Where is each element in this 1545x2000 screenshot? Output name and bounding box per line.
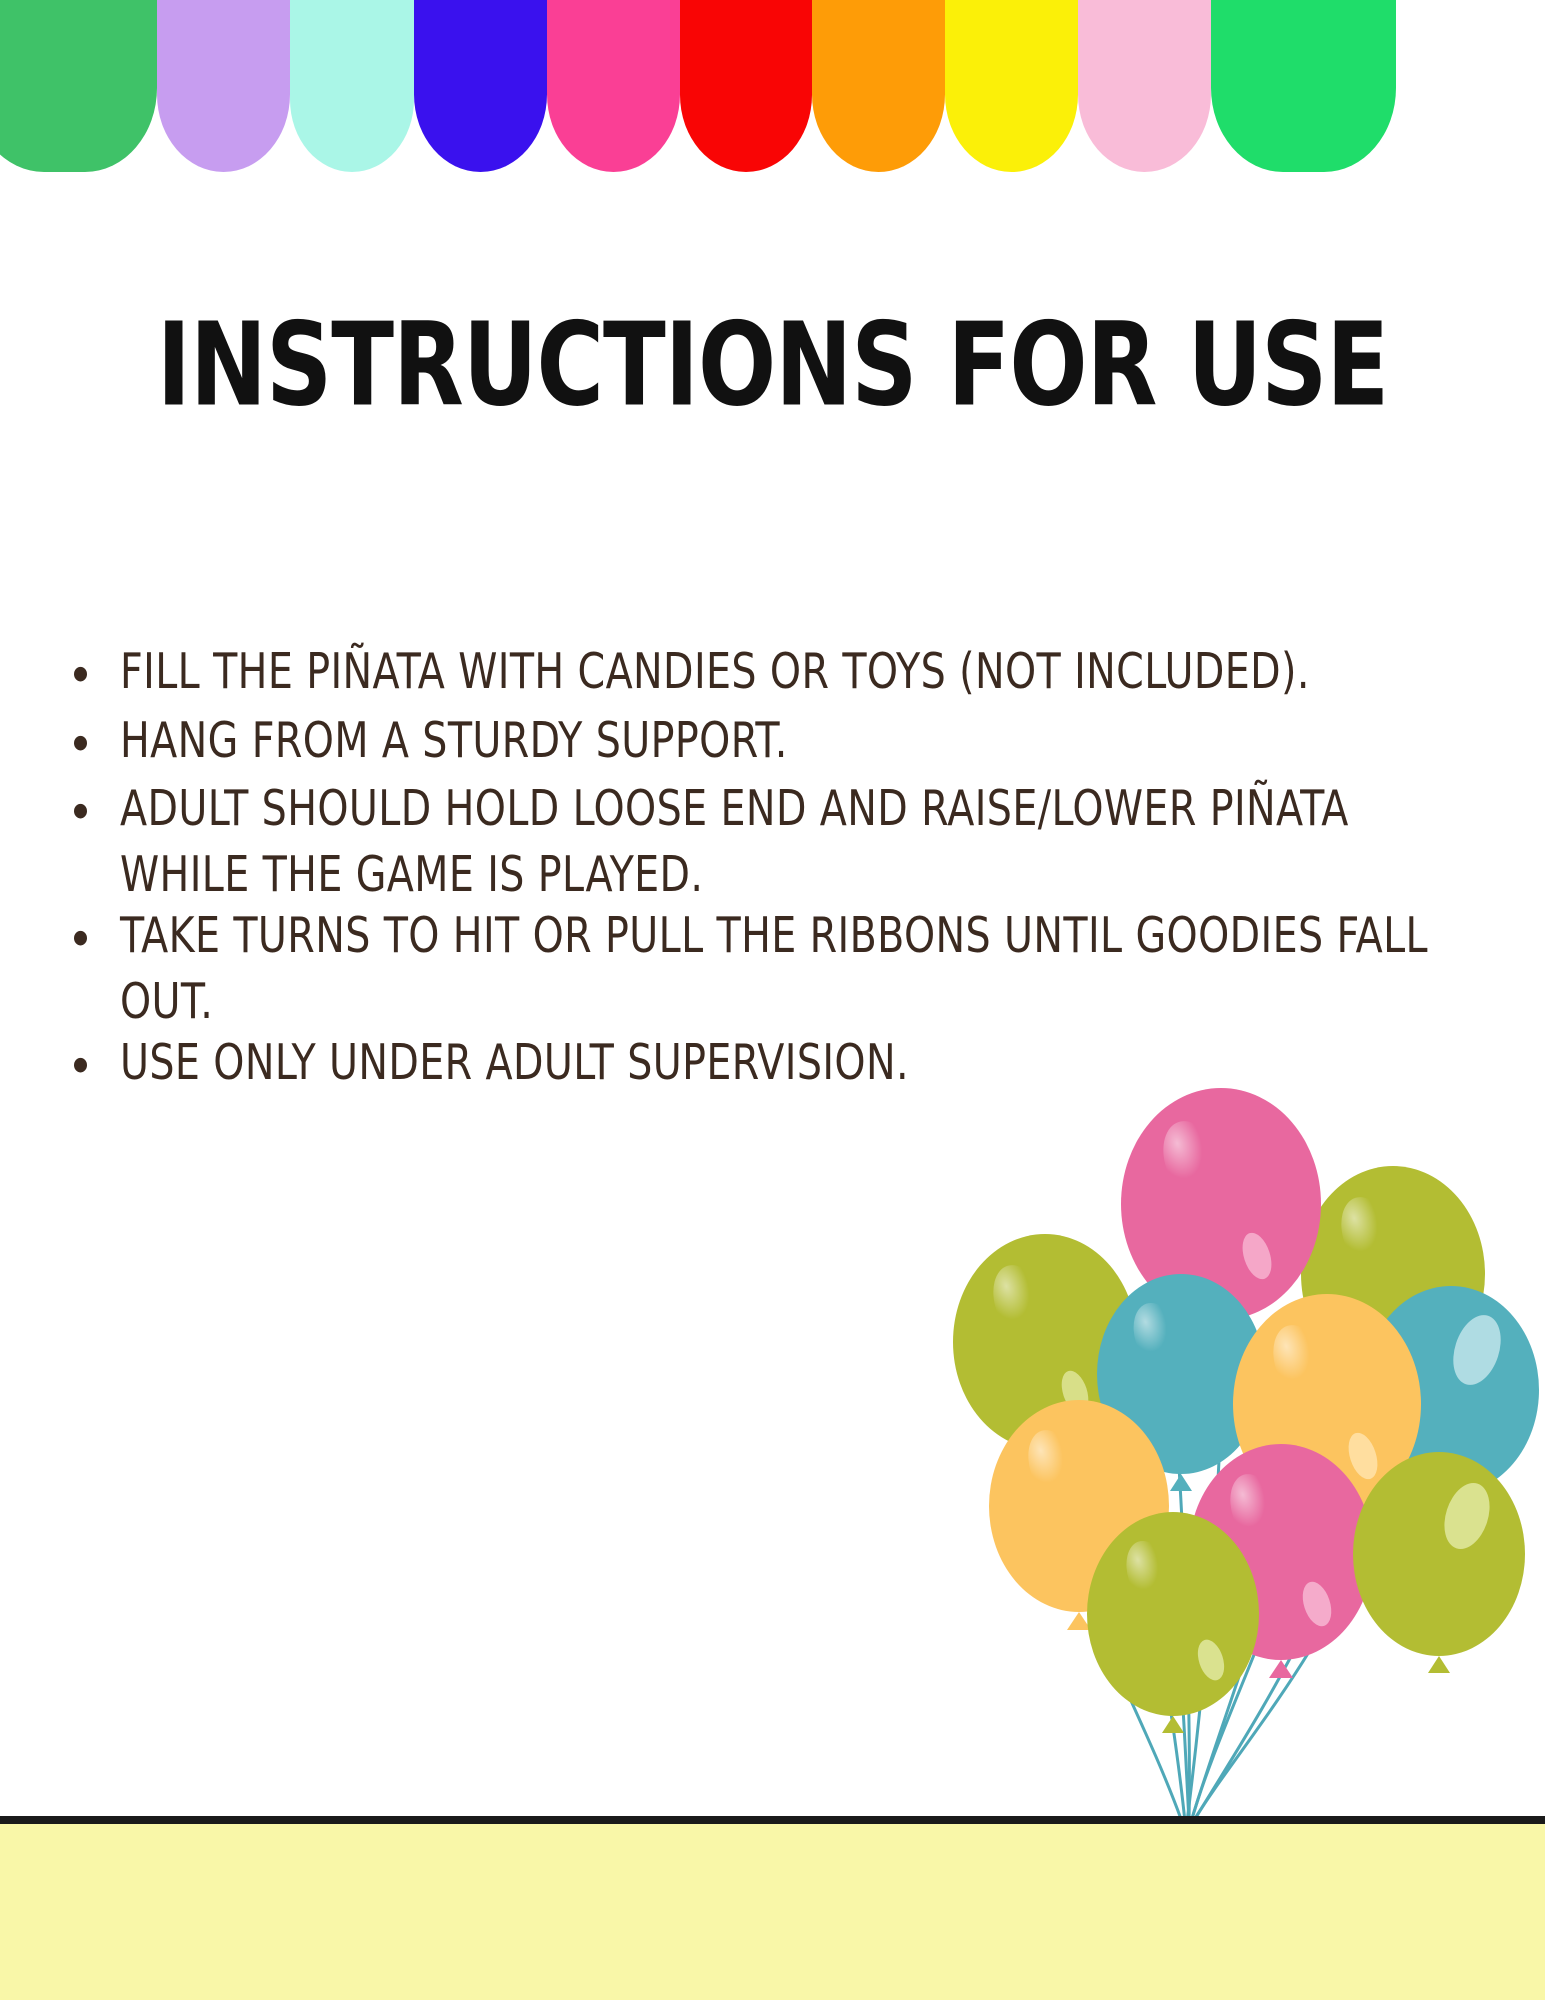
balloon-olive-bottomleft	[1087, 1512, 1259, 1733]
scallop-segment-4	[414, 0, 547, 172]
list-item: ADULT SHOULD HOLD LOOSE END AND RAISE/LOWER PIÑATA WHILE THE GAME IS PLAYED.	[62, 777, 1482, 908]
scallop-segment-9	[1078, 0, 1211, 172]
balloon-teal-right	[1363, 1286, 1539, 1512]
scallop-segment-6	[680, 0, 813, 172]
scallop-segment-7	[812, 0, 945, 172]
list-item: FILL THE PIÑATA WITH CANDIES OR TOYS (NOT INCLUDED).	[62, 640, 1482, 706]
balloon-olive-topleft	[953, 1234, 1137, 1468]
balloon-pink-top	[1121, 1088, 1321, 1340]
scallop-segment-5	[547, 0, 680, 172]
scallop-banner	[0, 0, 1545, 172]
list-item: TAKE TURNS TO HIT OR PULL THE RIBBONS UNTIL GOODIES FALL OUT.	[62, 904, 1482, 1035]
list-item: HANG FROM A STURDY SUPPORT.	[62, 709, 1482, 775]
scallop-segment-10	[1211, 0, 1396, 172]
scallop-segment-2	[157, 0, 290, 172]
list-item: USE ONLY UNDER ADULT SUPERVISION.	[62, 1031, 1482, 1097]
balloon-strings-group	[1043, 1304, 1393, 1899]
scallop-segment-1	[0, 0, 157, 172]
balloon-olive-topright	[1301, 1166, 1485, 1400]
bottom-divider-rule	[0, 1816, 1545, 1824]
balloon-bunch-illustration	[923, 1074, 1543, 1904]
scallop-segment-8	[945, 0, 1078, 172]
scallop-segment-3	[290, 0, 414, 172]
instructions-list	[62, 640, 1482, 1100]
page-title: INSTRUCTIONS FOR USE	[156, 297, 1389, 432]
balloon-yellow-left	[989, 1400, 1169, 1630]
balloon-olive-bottomright	[1353, 1452, 1525, 1673]
balloon-teal-left	[1097, 1274, 1265, 1491]
bottom-color-band	[0, 1824, 1545, 2000]
balloon-pink-bottom	[1189, 1444, 1373, 1678]
balloon-yellow-center	[1233, 1294, 1421, 1533]
